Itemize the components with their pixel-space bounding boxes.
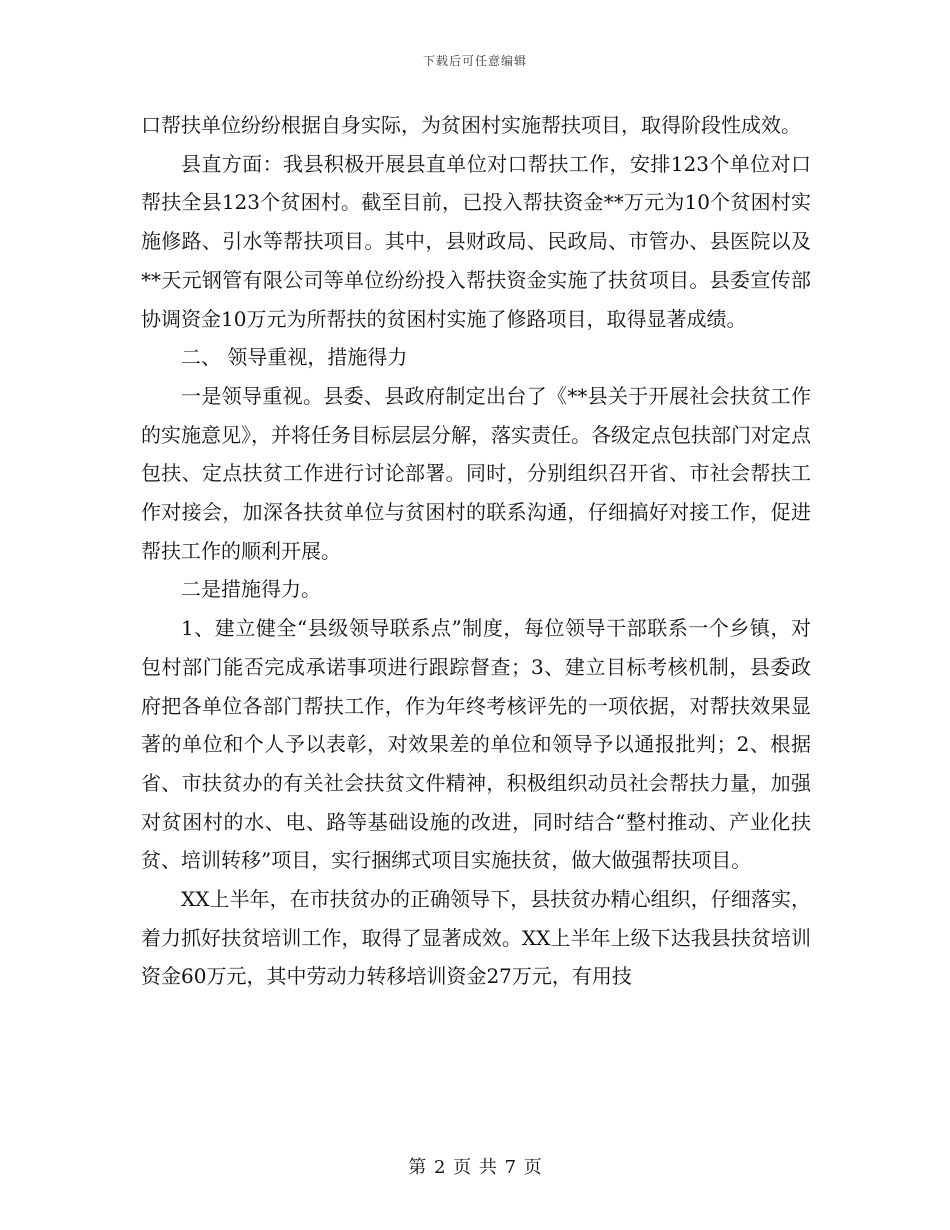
paragraph: 一是领导重视。县委、县政府制定出台了《**县关于开展社会扶贫工作的实施意见》，并将任务目标层层分解，落实责任。各级定点包扶部门对定点包扶、定点扶贫工作进行讨论部署。同时，分别组织召开省、市社会帮扶工作对接会，加深各扶贫单位与贫困村的联系沟通，仔细搞好对接工作，促进帮扶工作的顺利开展。 bbox=[141, 383, 811, 563]
document-body bbox=[141, 106, 811, 996]
section-heading: 二、 领导重视，措施得力 bbox=[181, 345, 408, 370]
page-footer: 第 2 页 共 7 页 bbox=[408, 1157, 542, 1178]
paragraph: 二是措施得力。 bbox=[181, 577, 321, 602]
paragraph: 县直方面：我县积极开展县直单位对口帮扶工作，安排123个单位对口帮扶全县123个贫困村。截至目前，已投入帮扶资金**万元为10个贫困村实施修路、引水等帮扶项目。其中，县财政局、民政局、市管办、县医院以及**天元钢管有限公司等单位纷纷投入帮扶资金实施了扶贫项目。县委宣传部协调资金10万元为所帮扶的贫困村实施了修路项目，取得显著成绩。 bbox=[141, 151, 811, 331]
page-header: 下载后可任意编辑 bbox=[422, 54, 527, 68]
paragraph: 1、建立健全“县级领导联系点”制度，每位领导干部联系一个乡镇，对包村部门能否完成承诺事项进行跟踪督查；3、建立目标考核机制，县委政府把各单位各部门帮扶工作，作为年终考核评先的一项依据，对帮扶效果显著的单位和个人予以表彰，对效果差的单位和领导予以通报批判；2、根据省、市扶贫办的有关社会扶贫文件精神，积极组织动员社会帮扶力量，加强对贫困村的水、电、路等基础设施的改进，同时结合“整村推动、产业化扶贫、培训转移”项目，实行捆绑式项目实施扶贫，做大做强帮扶项目。 bbox=[141, 616, 811, 873]
paragraph: 口帮扶单位纷纷根据自身实际，为贫困村实施帮扶项目，取得阶段性成效。 bbox=[141, 113, 801, 137]
paragraph: XX上半年，在市扶贫办的正确领导下，县扶贫办精心组织，仔细落实，着力抓好扶贫培训工作，取得了显著成效。XX上半年上级下达我县扶贫培训资金60万元，其中劳动力转移培训资金27万元，有用技 bbox=[141, 887, 811, 989]
